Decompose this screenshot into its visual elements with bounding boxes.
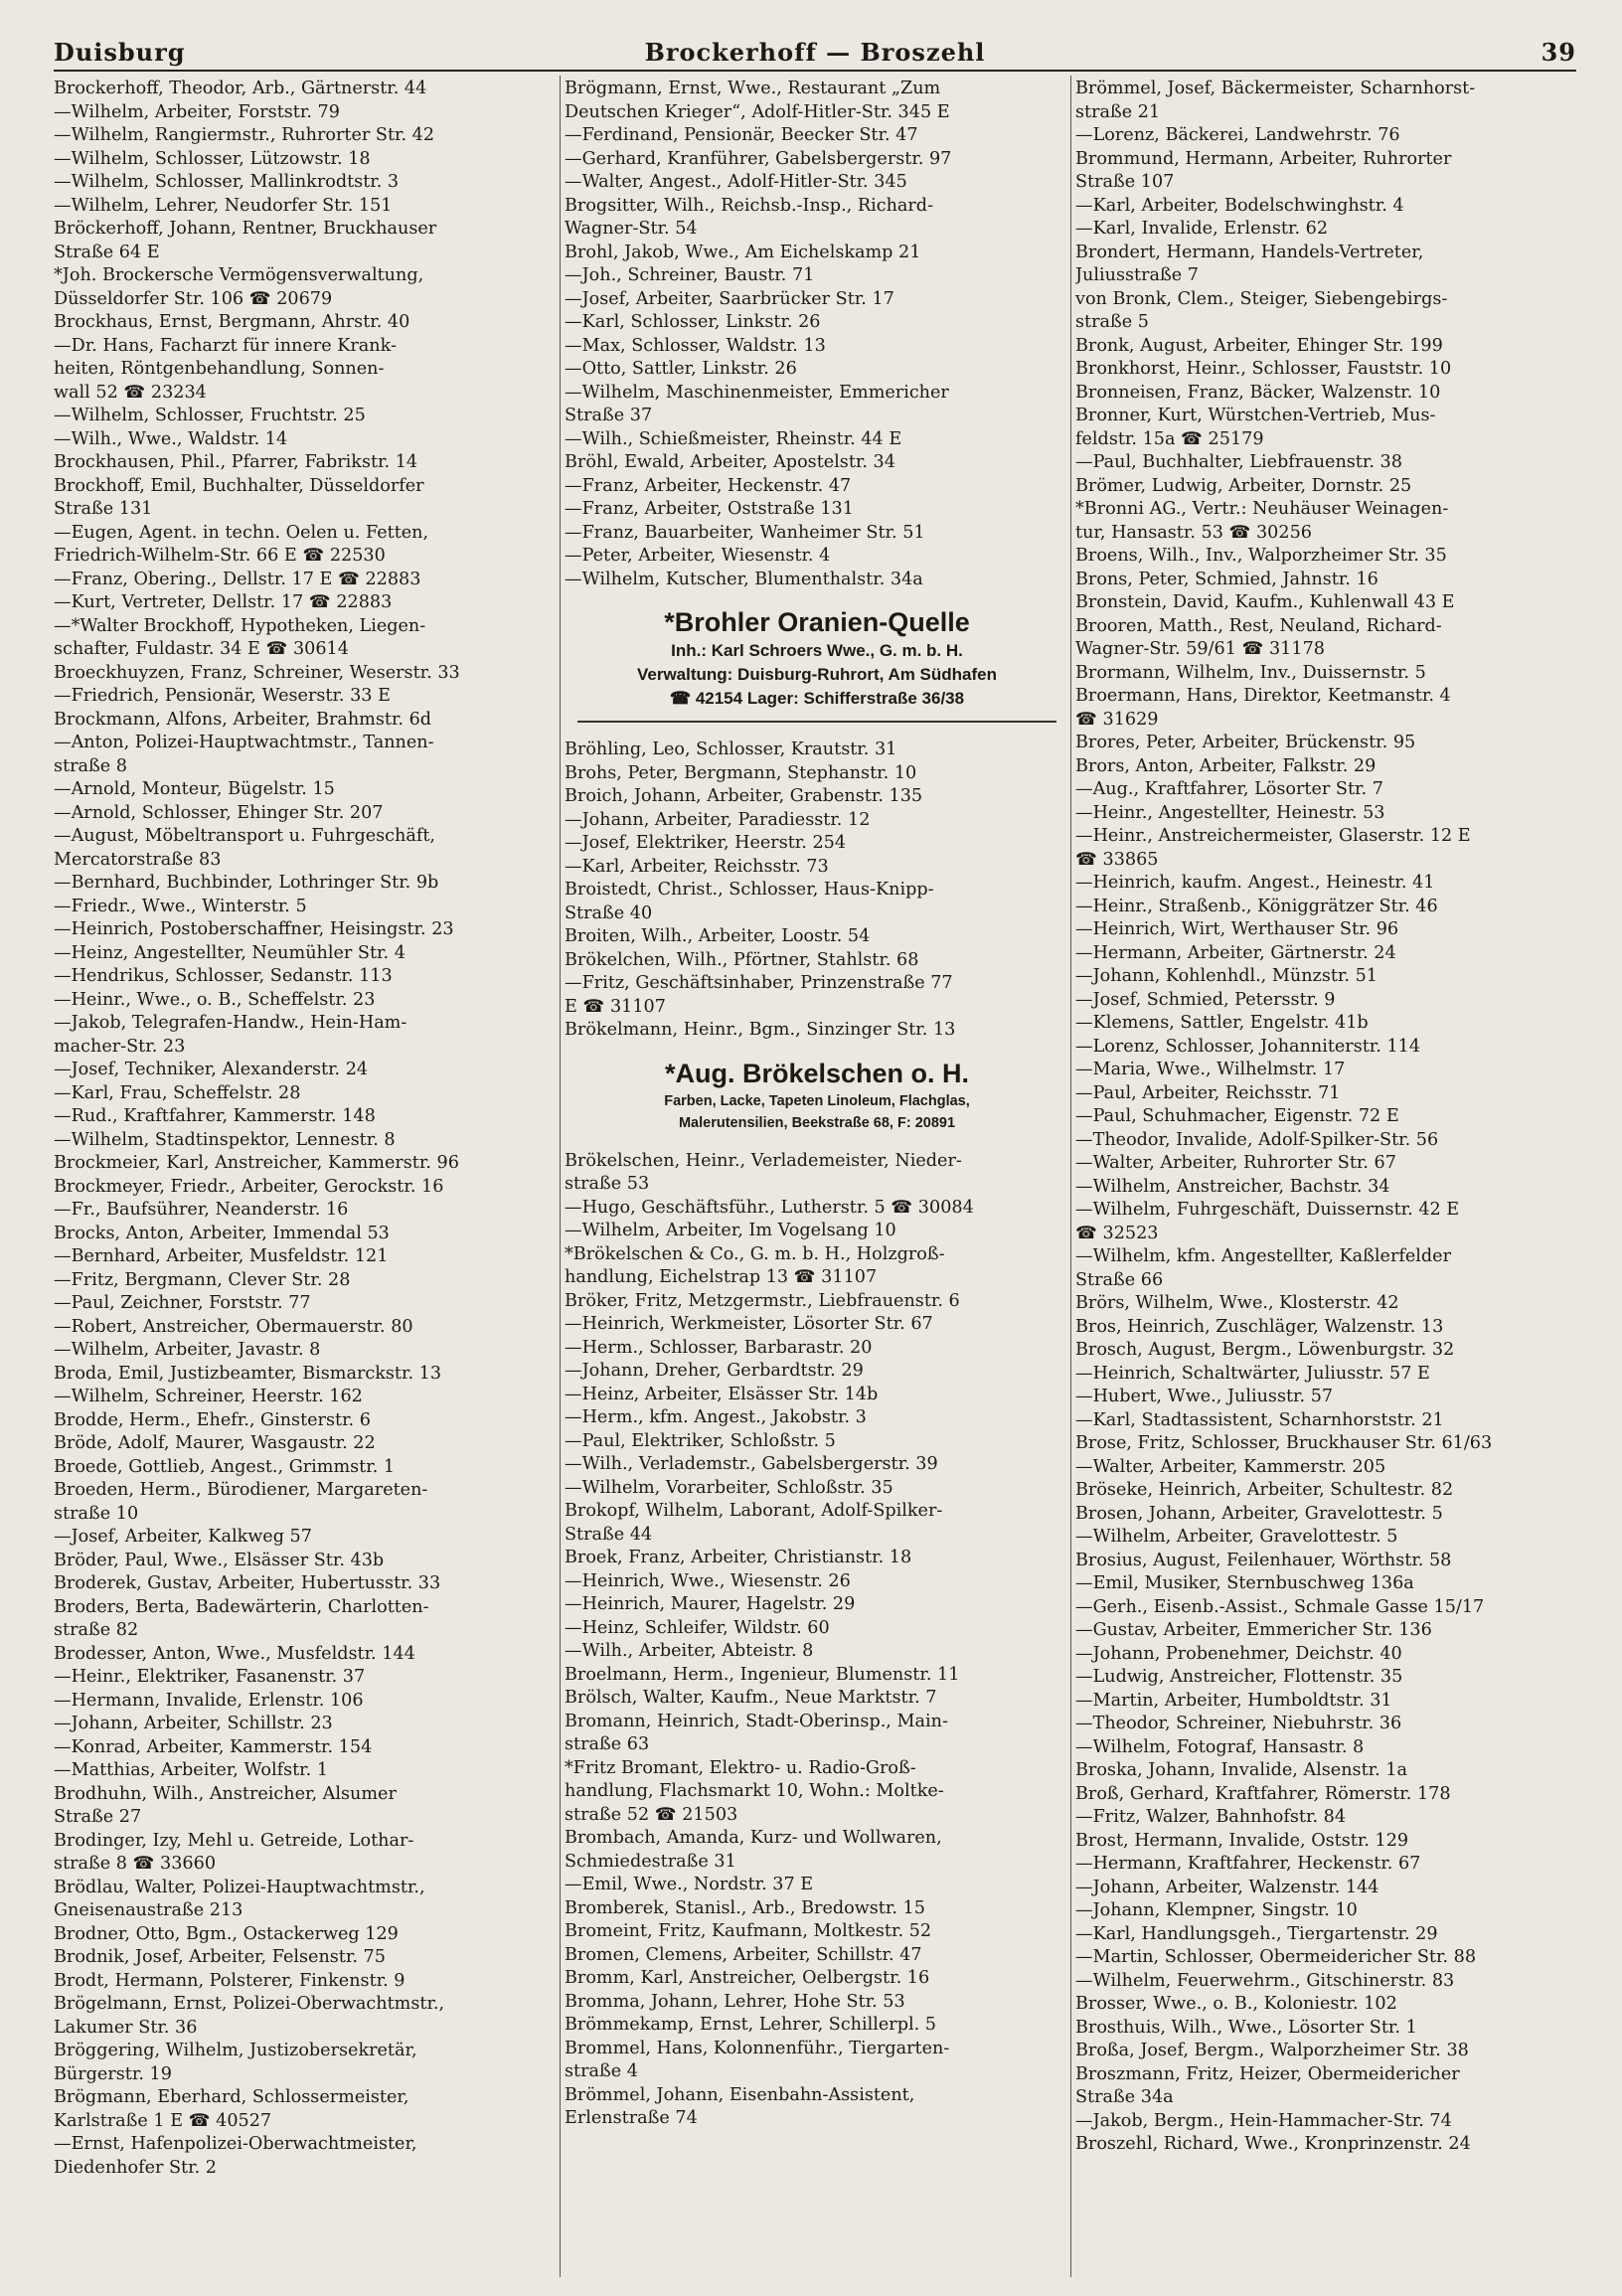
directory-entry: Broska, Johann, Invalide, Alsenstr. 1a bbox=[1075, 1760, 1407, 1780]
directory-entry: —Heinz, Angestellter, Neumühler Str. 4 bbox=[54, 942, 406, 963]
directory-entry: —Heinr., Wwe., o. B., Scheffelstr. 23 bbox=[54, 989, 376, 1010]
directory-entry: Brockmeier, Karl, Anstreicher, Kammerstr. 96 bbox=[54, 1153, 459, 1173]
column-3 bbox=[1075, 78, 1580, 2157]
directory-entry: —Johann, Arbeiter, Schillstr. 23 bbox=[54, 1714, 333, 1733]
ad-line: Farben, Lacke, Tapeten Linoleum, Flachglas, bbox=[664, 1092, 970, 1109]
header-range: Brockerhoff — Broszehl bbox=[644, 38, 986, 67]
directory-entry: Brodnik, Josef, Arbeiter, Felsenstr. 75 bbox=[54, 1947, 386, 1967]
directory-entry: Brors, Anton, Arbeiter, Falkstr. 29 bbox=[1075, 755, 1377, 776]
directory-entry: —Hendrikus, Schlosser, Sedanstr. 113 bbox=[54, 966, 393, 986]
directory-entry: Deutschen Krieger“, Adolf-Hitler-Str. 345 E bbox=[565, 101, 950, 122]
directory-entry: —Gustav, Arbeiter, Emmericher Str. 136 bbox=[1075, 1620, 1432, 1640]
directory-entry: —Max, Schlosser, Waldstr. 13 bbox=[565, 335, 826, 356]
directory-entry: Brombach, Amanda, Kurz- und Wollwaren, bbox=[565, 1828, 942, 1848]
directory-entry: —Maria, Wwe., Wilhelmstr. 17 bbox=[1075, 1060, 1346, 1079]
directory-entry: —Jakob, Telegrafen-Handw., Hein-Ham- bbox=[54, 1013, 407, 1033]
directory-entry: Brose, Fritz, Schlosser, Bruckhauser Str. 61/63 bbox=[1075, 1433, 1493, 1453]
directory-entry: —Wilhelm, Anstreicher, Bachstr. 34 bbox=[1075, 1176, 1390, 1197]
directory-entry: Bröckerhoff, Johann, Rentner, Bruckhauser bbox=[54, 219, 437, 239]
directory-entry: —Karl, Handlungsgeh., Tiergartenstr. 29 bbox=[1075, 1923, 1438, 1944]
directory-entry: —Heinr., Anstreichermeister, Glaserstr. 12 E bbox=[1075, 826, 1471, 846]
directory-entry: —Josef, Techniker, Alexanderstr. 24 bbox=[54, 1060, 369, 1079]
directory-entry: Brömer, Ludwig, Arbeiter, Dornstr. 25 bbox=[1075, 475, 1412, 496]
directory-entry: ☎ 33865 bbox=[1075, 849, 1159, 870]
directory-entry: —Josef, Arbeiter, Saarbrücker Str. 17 bbox=[565, 288, 894, 309]
advertisement-broekelschen bbox=[565, 1057, 1069, 1134]
directory-entry: —Friedrich, Pensionär, Weserstr. 33 E bbox=[54, 686, 391, 706]
directory-entry: —Wilhelm, Arbeiter, Im Vogelsang 10 bbox=[565, 1221, 896, 1240]
directory-entry: —Peter, Arbeiter, Wiesenstr. 4 bbox=[565, 546, 831, 566]
directory-entry: Wagner-Str. 54 bbox=[565, 219, 698, 239]
directory-entry: —Johann, Dreher, Gerbardtstr. 29 bbox=[565, 1361, 864, 1381]
directory-entry: straße 8 bbox=[54, 755, 127, 776]
directory-entry: —Matthias, Arbeiter, Wolfstr. 1 bbox=[54, 1760, 329, 1780]
directory-entry: Bromma, Johann, Lehrer, Hohe Str. 53 bbox=[565, 1991, 905, 2012]
directory-entry: —Klemens, Sattler, Engelstr. 41b bbox=[1075, 1013, 1369, 1033]
directory-entry: —Hugo, Geschäftsführ., Lutherstr. 5 ☎ 30084 bbox=[565, 1197, 974, 1218]
directory-entry: —Paul, Zeichner, Forststr. 77 bbox=[54, 1293, 311, 1313]
directory-entry: Brömmel, Josef, Bäckermeister, Scharnhorst- bbox=[1075, 79, 1476, 98]
directory-entry: *Joh. Brockersche Vermögensverwaltung, bbox=[54, 265, 424, 285]
directory-entry: Bromen, Clemens, Arbeiter, Schillstr. 47 bbox=[565, 1944, 922, 1965]
directory-entry: —Wilh., Arbeiter, Abteistr. 8 bbox=[565, 1641, 814, 1661]
directory-entry: —Heinrich, Maurer, Hagelstr. 29 bbox=[565, 1594, 856, 1614]
directory-entry: —Walter, Angest., Adolf-Hitler-Str. 345 bbox=[565, 172, 907, 192]
directory-entry: von Bronk, Clem., Steiger, Siebengebirgs- bbox=[1075, 288, 1448, 309]
directory-entry: Bröde, Adolf, Maurer, Wasgaustr. 22 bbox=[54, 1433, 376, 1453]
directory-entry: —Eugen, Agent. in techn. Oelen u. Fetten, bbox=[54, 522, 429, 543]
directory-entry: —Lorenz, Schlosser, Johanniterstr. 114 bbox=[1075, 1036, 1421, 1057]
directory-entry: macher-Str. 23 bbox=[54, 1036, 186, 1057]
directory-entry: Brodesser, Anton, Wwe., Musfeldstr. 144 bbox=[54, 1643, 415, 1664]
ad-line: Malerutensilien, Beekstraße 68, F: 20891 bbox=[678, 1114, 956, 1131]
directory-entry: —Emil, Wwe., Nordstr. 37 E bbox=[565, 1875, 814, 1894]
ad-line: Inh.: Karl Schroers Wwe., G. m. b. H. bbox=[671, 641, 963, 660]
directory-entry: —Johann, Arbeiter, Walzenstr. 144 bbox=[1075, 1877, 1379, 1897]
directory-entry: —Wilhelm, Stadtinspektor, Lennestr. 8 bbox=[54, 1129, 396, 1150]
directory-entry: Bromann, Heinrich, Stadt-Oberinsp., Main- bbox=[565, 1711, 948, 1731]
directory-entry: Wagner-Str. 59/61 ☎ 31178 bbox=[1075, 639, 1325, 659]
directory-entry: —Walter, Arbeiter, Ruhrorter Str. 67 bbox=[1075, 1153, 1396, 1173]
column-separator bbox=[1070, 76, 1071, 2277]
page-number: 39 bbox=[1541, 38, 1576, 67]
directory-entry: —Franz, Bauarbeiter, Wanheimer Str. 51 bbox=[565, 522, 925, 543]
directory-entry: Bronstein, David, Kaufm., Kuhlenwall 43 E bbox=[1075, 592, 1455, 612]
directory-entry: Bröker, Fritz, Metzgermstr., Liebfrauenstr. 6 bbox=[565, 1290, 960, 1311]
directory-entry: Brockmann, Alfons, Arbeiter, Brahmstr. 6d bbox=[54, 709, 432, 730]
ad-title: *Brohler Oranien-Quelle bbox=[664, 607, 970, 637]
directory-entry: Brosius, August, Feilenhauer, Wörthstr. 58 bbox=[1075, 1550, 1452, 1570]
directory-entry: —Wilhelm, Arbeiter, Forststr. 79 bbox=[54, 101, 340, 122]
column-1 bbox=[54, 78, 559, 2180]
directory-entry: Broeden, Herm., Bürodiener, Margareten- bbox=[54, 1480, 428, 1500]
directory-entry: —Fritz, Walzer, Bahnhofstr. 84 bbox=[1075, 1807, 1347, 1827]
directory-entry: —Fritz, Geschäftsinhaber, Prinzenstraße 77 bbox=[565, 973, 953, 993]
directory-entry: —Wilhelm, Arbeiter, Javastr. 8 bbox=[54, 1340, 321, 1360]
directory-entry: Brodt, Hermann, Polsterer, Finkenstr. 9 bbox=[54, 1970, 406, 1991]
directory-entry: Düsseldorfer Str. 106 ☎ 20679 bbox=[54, 288, 333, 309]
directory-entry: *Fritz Bromant, Elektro- u. Radio-Groß- bbox=[565, 1757, 916, 1778]
directory-entry: Bromm, Karl, Anstreicher, Oelbergstr. 16 bbox=[565, 1968, 930, 1988]
directory-entry: straße 4 bbox=[565, 2061, 638, 2081]
directory-entry: Bros, Heinrich, Zuschläger, Walzenstr. 13 bbox=[1075, 1316, 1444, 1337]
directory-entry: —Wilhelm, Kutscher, Blumenthalstr. 34a bbox=[565, 569, 923, 589]
directory-entry: Brodinger, Izy, Mehl u. Getreide, Lothar- bbox=[54, 1830, 414, 1851]
directory-entry: —Heinrich, Wwe., Wiesenstr. 26 bbox=[565, 1570, 851, 1591]
directory-entry: —Johann, Kohlenhdl., Münzstr. 51 bbox=[1075, 966, 1378, 986]
ad-line: ☎ 42154 Lager: Schifferstraße 36/38 bbox=[669, 689, 965, 708]
directory-entry: Straße 64 E bbox=[54, 242, 160, 262]
directory-entry: Broede, Gottlieb, Angest., Grimmstr. 1 bbox=[54, 1456, 396, 1477]
directory-entry: —Herm., Schlosser, Barbarastr. 20 bbox=[565, 1337, 873, 1358]
directory-entry: Broich, Johann, Arbeiter, Grabenstr. 135 bbox=[565, 786, 923, 806]
directory-entry: —Johann, Arbeiter, Paradiesstr. 12 bbox=[565, 809, 871, 830]
directory-entry: Brökelchen, Wilh., Pförtner, Stahlstr. 68 bbox=[565, 949, 919, 970]
column-separator bbox=[560, 76, 561, 2277]
directory-entry: —Wilhelm, Schlosser, Fruchtstr. 25 bbox=[54, 406, 366, 425]
directory-entry: Broiten, Wilh., Arbeiter, Loostr. 54 bbox=[565, 926, 871, 946]
directory-entry: —Josef, Schmied, Petersstr. 9 bbox=[1075, 989, 1336, 1010]
directory-entry: Bröseke, Heinrich, Arbeiter, Schultestr. 82 bbox=[1075, 1480, 1454, 1500]
directory-entry: Brores, Peter, Arbeiter, Brückenstr. 95 bbox=[1075, 733, 1416, 752]
directory-entry: Brondert, Hermann, Handels-Vertreter, bbox=[1075, 242, 1424, 262]
directory-entry: —Karl, Arbeiter, Bodelschwinghstr. 4 bbox=[1075, 195, 1404, 216]
directory-entry: —Ferdinand, Pensionär, Beecker Str. 47 bbox=[565, 125, 918, 145]
directory-entry: straße 21 bbox=[1075, 101, 1161, 122]
directory-entry: —Theodor, Schreiner, Niebuhrstr. 36 bbox=[1075, 1714, 1402, 1733]
directory-entry: —Karl, Frau, Scheffelstr. 28 bbox=[54, 1082, 301, 1103]
directory-entry: E ☎ 31107 bbox=[565, 996, 666, 1017]
directory-entry: —Wilhelm, Lehrer, Neudorfer Str. 151 bbox=[54, 195, 393, 216]
directory-entry: Bronk, August, Arbeiter, Ehinger Str. 199 bbox=[1075, 335, 1443, 356]
directory-entry: —Paul, Buchhalter, Liebfrauenstr. 38 bbox=[1075, 452, 1402, 472]
directory-entry: Straße 27 bbox=[54, 1807, 142, 1827]
directory-entry: Broelmann, Herm., Ingenieur, Blumenstr. 11 bbox=[565, 1664, 960, 1685]
directory-entry: —Aug., Kraftfahrer, Lösorter Str. 7 bbox=[1075, 779, 1383, 799]
directory-entry: —Gerh., Eisenb.-Assist., Schmale Gasse 15/17 bbox=[1075, 1596, 1485, 1617]
directory-entry: Brömmekamp, Ernst, Lehrer, Schillerpl. 5 bbox=[565, 2015, 936, 2035]
directory-entry: Straße 37 bbox=[565, 406, 653, 425]
directory-entry: straße 53 bbox=[565, 1174, 650, 1194]
directory-entry: Brohl, Jakob, Wwe., Am Eichelskamp 21 bbox=[565, 242, 921, 262]
directory-entry: —Rud., Kraftfahrer, Kammerstr. 148 bbox=[54, 1106, 376, 1126]
directory-entry: —Wilhelm, Fuhrgeschäft, Duissernstr. 42 E bbox=[1075, 1200, 1460, 1220]
directory-entry: Brooren, Matth., Rest, Neuland, Richard- bbox=[1075, 615, 1442, 636]
directory-entry: Brosser, Wwe., o. B., Koloniestr. 102 bbox=[1075, 1994, 1397, 2014]
directory-entry: —Josef, Arbeiter, Kalkweg 57 bbox=[54, 1527, 312, 1547]
directory-entry: —Wilhelm, Rangiermstr., Ruhrorter Str. 42 bbox=[54, 125, 435, 145]
directory-entry: Straße 40 bbox=[565, 902, 653, 923]
column-2 bbox=[565, 78, 1069, 2131]
directory-entry: Broermann, Hans, Direktor, Keetmanstr. 4 bbox=[1075, 686, 1451, 706]
directory-entry: —Heinrich, Wirt, Werthauser Str. 96 bbox=[1075, 919, 1399, 939]
directory-entry: —Wilhelm, Maschinenmeister, Emmericher bbox=[565, 382, 949, 403]
directory-entry: —Josef, Elektriker, Heerstr. 254 bbox=[565, 833, 847, 853]
directory-entry: —Theodor, Invalide, Adolf-Spilker-Str. 56 bbox=[1075, 1129, 1439, 1150]
directory-entry: Brömmel, Johann, Eisenbahn-Assistent, bbox=[565, 2084, 915, 2105]
directory-entry: —Franz, Arbeiter, Heckenstr. 47 bbox=[565, 475, 852, 496]
directory-entry: Erlenstraße 74 bbox=[565, 2108, 698, 2128]
directory-entry: Brödlau, Walter, Polizei-Hauptwachtmstr., bbox=[54, 1877, 425, 1897]
ad-line: Verwaltung: Duisburg-Ruhrort, Am Südhafen bbox=[636, 665, 998, 684]
directory-entry: —Martin, Schlosser, Obermeiderichеr Str. 88 bbox=[1075, 1947, 1477, 1967]
directory-entry: —Bernhard, Arbeiter, Musfeldstr. 121 bbox=[54, 1246, 389, 1266]
directory-entry: —Bernhard, Buchbinder, Lothringer Str. 9b bbox=[54, 873, 439, 893]
directory-entry: Broß, Gerhard, Kraftfahrer, Römerstr. 178 bbox=[1075, 1783, 1451, 1804]
directory-entry: Brodde, Herm., Ehefr., Ginsterstr. 6 bbox=[54, 1409, 371, 1430]
directory-entry: Schmiedestraße 31 bbox=[565, 1851, 736, 1872]
directory-entry: —Hermann, Arbeiter, Gärtnerstr. 24 bbox=[1075, 942, 1396, 963]
directory-entry: Brockhaus, Ernst, Bergmann, Ahrstr. 40 bbox=[54, 312, 410, 332]
directory-entry: Lakumer Str. 36 bbox=[54, 2017, 198, 2038]
directory-entry: Bröhling, Leo, Schlosser, Krautstr. 31 bbox=[565, 739, 897, 759]
directory-entry: straße 52 ☎ 21503 bbox=[565, 1804, 738, 1825]
header-city: Duisburg bbox=[54, 38, 186, 67]
directory-entry: —Franz, Obering., Dellstr. 17 E ☎ 22883 bbox=[54, 569, 421, 589]
directory-entry: Brokopf, Wilhelm, Laborant, Adolf-Spilker- bbox=[565, 1501, 943, 1521]
directory-entry: Broszmann, Fritz, Heizer, Obermeidericher bbox=[1075, 2063, 1460, 2084]
directory-entry: —Ludwig, Anstreicher, Flottenstr. 35 bbox=[1075, 1667, 1403, 1687]
directory-entry: —Heinr., Angestellter, Heinestr. 53 bbox=[1075, 802, 1385, 823]
directory-entry: Brodner, Otto, Bgm., Ostackerweg 129 bbox=[54, 1923, 399, 1944]
directory-entry: —Heinrich, kaufm. Angest., Heinestr. 41 bbox=[1075, 873, 1435, 893]
directory-entry: Brockhausen, Phil., Pfarrer, Fabrikstr. 14 bbox=[54, 452, 418, 472]
directory-entry: —Karl, Schlosser, Linkstr. 26 bbox=[565, 312, 821, 332]
directory-entry: Broistedt, Christ., Schlosser, Haus-Knipp- bbox=[565, 880, 934, 900]
directory-entry: straße 82 bbox=[54, 1620, 139, 1640]
directory-entry: Broders, Berta, Badewärterin, Charlotten- bbox=[54, 1596, 429, 1617]
directory-entry: schafter, Fuldastr. 34 E ☎ 30614 bbox=[54, 639, 349, 659]
directory-entry: Bronneisen, Franz, Bäcker, Walzenstr. 10 bbox=[1075, 382, 1441, 403]
column-2-entries-top bbox=[565, 78, 1069, 591]
directory-entry: ☎ 31629 bbox=[1075, 709, 1159, 730]
directory-entry: Bröhl, Ewald, Arbeiter, Apostelstr. 34 bbox=[565, 452, 895, 472]
directory-entry: Bronkhorst, Heinr., Schlosser, Fauststr. 10 bbox=[1075, 359, 1452, 379]
directory-entry: —Wilhelm, Schlosser, Lützowstr. 18 bbox=[54, 148, 371, 169]
directory-entry: Bröder, Paul, Wwe., Elsässer Str. 43b bbox=[54, 1550, 385, 1570]
header-rule bbox=[54, 70, 1576, 72]
directory-entry: —Heinrich, Schaltwärter, Juliusstr. 57 E bbox=[1075, 1363, 1430, 1384]
directory-entry: —Jakob, Bergm., Hein-Hammacher-Str. 74 bbox=[1075, 2110, 1452, 2131]
directory-entry: Brökelmann, Heinr., Bgm., Sinzinger Str. 13 bbox=[565, 1020, 956, 1040]
directory-entry: Mercatorstraße 83 bbox=[54, 849, 222, 870]
directory-entry: Karlstraße 1 E ☎ 40527 bbox=[54, 2110, 272, 2131]
directory-entry: Broszehl, Richard, Wwe., Kronprinzenstr. 24 bbox=[1075, 2134, 1471, 2154]
column-2-entries-bottom bbox=[565, 1150, 1069, 2131]
directory-entry: straße 63 bbox=[565, 1734, 650, 1754]
directory-entry: Brommund, Hermann, Arbeiter, Ruhrorter bbox=[1075, 148, 1452, 169]
directory-entry: Brormann, Wilhelm, Inv., Duissernstr. 5 bbox=[1075, 662, 1426, 683]
directory-entry: —Paul, Arbeiter, Reichsstr. 71 bbox=[1075, 1082, 1341, 1103]
directory-entry: —Konrad, Arbeiter, Kammerstr. 154 bbox=[54, 1736, 373, 1757]
directory-entry: —Johann, Probenehmer, Deichstr. 40 bbox=[1075, 1643, 1402, 1664]
directory-entry: —Karl, Arbeiter, Reichsstr. 73 bbox=[565, 856, 829, 877]
directory-entry: —Wilhelm, Arbeiter, Gravelottestr. 5 bbox=[1075, 1527, 1398, 1547]
directory-entry: —Wilh., Wwe., Waldstr. 14 bbox=[54, 428, 288, 449]
directory-entry: Bröggering, Wilhelm, Justizobersekretär, bbox=[54, 2041, 417, 2060]
directory-entry: —Karl, Invalide, Erlenstr. 62 bbox=[1075, 219, 1329, 239]
directory-entry: —Anton, Polizei-Hauptwachtmstr., Tannen- bbox=[54, 733, 434, 752]
directory-entry: Broek, Franz, Arbeiter, Christianstr. 18 bbox=[565, 1548, 912, 1567]
directory-entry: tur, Hansastr. 53 ☎ 30256 bbox=[1075, 522, 1312, 543]
directory-entry: Brocks, Anton, Arbeiter, Immendal 53 bbox=[54, 1223, 390, 1243]
directory-entry: —Emil, Musiker, Sternbuschweg 136a bbox=[1075, 1573, 1414, 1593]
directory-entry: Brodhuhn, Wilh., Anstreicher, Alsumer bbox=[54, 1783, 397, 1804]
directory-entry: feldstr. 15a ☎ 25179 bbox=[1075, 428, 1264, 449]
directory-entry: —Hermann, Invalide, Erlenstr. 106 bbox=[54, 1690, 364, 1711]
directory-entry: —Heinrich, Postoberschaffner, Heisingstr. 23 bbox=[54, 919, 454, 939]
page-header bbox=[54, 38, 1576, 72]
directory-entry: *Bronni AG., Vertr.: Neuhäuser Weinagen- bbox=[1075, 499, 1449, 519]
directory-entry: handlung, Eichelstrap 13 ☎ 31107 bbox=[565, 1267, 878, 1287]
directory-entry: Brosen, Johann, Arbeiter, Gravelottestr. 5 bbox=[1075, 1503, 1443, 1524]
directory-entry: —Fritz, Bergmann, Clever Str. 28 bbox=[54, 1269, 351, 1290]
directory-entry: Brost, Hermann, Invalide, Oststr. 129 bbox=[1075, 1830, 1409, 1851]
directory-entry: —Paul, Elektriker, Schloßstr. 5 bbox=[565, 1430, 836, 1451]
directory-entry: —Otto, Sattler, Linkstr. 26 bbox=[565, 359, 797, 379]
directory-entry: Straße 66 bbox=[1075, 1269, 1164, 1290]
directory-entry: Bromeint, Fritz, Kaufmann, Moltkestr. 52 bbox=[565, 1921, 932, 1941]
directory-entry: —Franz, Arbeiter, Oststraße 131 bbox=[565, 499, 854, 519]
directory-entry: —Hubert, Wwe., Juliusstr. 57 bbox=[1075, 1387, 1334, 1406]
directory-entry: Brosch, August, Bergm., Löwenburgstr. 32 bbox=[1075, 1340, 1455, 1360]
directory-entry: —Robert, Anstreicher, Obermauerstr. 80 bbox=[54, 1316, 413, 1337]
directory-entry: —Joh., Schreiner, Baustr. 71 bbox=[565, 265, 815, 285]
directory-entry: Brörs, Wilhelm, Wwe., Klosterstr. 42 bbox=[1075, 1293, 1399, 1313]
directory-entry: Broens, Wilh., Inv., Walporzheimer Str. 35 bbox=[1075, 546, 1447, 566]
directory-entry: Broda, Emil, Justizbeamter, Bismarckstr. 13 bbox=[54, 1363, 442, 1384]
directory-entry: —Heinr., Straßenb., Königgrätzer Str. 46 bbox=[1075, 896, 1438, 916]
directory-entry: —Friedr., Wwe., Winterstr. 5 bbox=[54, 896, 307, 916]
directory-entry: —August, Möbeltransport u. Fuhrgeschäft, bbox=[54, 826, 436, 846]
directory-entry: —Kurt, Vertreter, Dellstr. 17 ☎ 22883 bbox=[54, 592, 393, 612]
ad-divider bbox=[577, 721, 1057, 723]
directory-entry: —Heinz, Arbeiter, Elsässer Str. 14b bbox=[565, 1384, 879, 1404]
directory-entry: ☎ 32523 bbox=[1075, 1223, 1159, 1243]
directory-entry: Broderek, Gustav, Arbeiter, Hubertusstr. 33 bbox=[54, 1573, 441, 1593]
directory-entry: straße 10 bbox=[54, 1503, 139, 1524]
directory-entry: Straße 44 bbox=[565, 1524, 653, 1545]
directory-entry: —Heinr., Elektriker, Fasanenstr. 37 bbox=[54, 1667, 366, 1687]
directory-entry: —Arnold, Monteur, Bügelstr. 15 bbox=[54, 779, 335, 799]
directory-entry: —Ernst, Hafenpolizei-Oberwachtmeister, bbox=[54, 2134, 417, 2154]
directory-entry: —Walter, Arbeiter, Kammerstr. 205 bbox=[1075, 1456, 1386, 1477]
directory-entry: —Fr., Baufsührer, Neanderstr. 16 bbox=[54, 1200, 349, 1220]
directory-entry: —Wilhelm, Fotograf, Hansastr. 8 bbox=[1075, 1736, 1365, 1757]
directory-entry: —Wilh., Schießmeister, Rheinstr. 44 E bbox=[565, 428, 902, 449]
directory-entry: Straße 131 bbox=[54, 499, 153, 519]
directory-entry: Brockhoff, Emil, Buchhalter, Düsseldorfer bbox=[54, 475, 424, 496]
directory-entry: —Heinz, Schleifer, Wildstr. 60 bbox=[565, 1617, 830, 1638]
directory-entry: Bromberek, Stanisl., Arb., Bredowstr. 15 bbox=[565, 1897, 925, 1918]
directory-entry: Broßa, Josef, Bergm., Walporzheimer Str. 38 bbox=[1075, 2041, 1469, 2060]
directory-entry: Brohs, Peter, Bergmann, Stephanstr. 10 bbox=[565, 762, 917, 783]
directory-entry: Brölsch, Walter, Kaufm., Neue Marktstr. 7 bbox=[565, 1688, 937, 1708]
directory-entry: Brommel, Hans, Kolonnenführ., Tiergarten- bbox=[565, 2038, 950, 2058]
directory-entry: Brögmann, Ernst, Wwe., Restaurant „Zum bbox=[565, 79, 941, 98]
directory-entry: Friedrich-Wilhelm-Str. 66 E ☎ 22530 bbox=[54, 546, 386, 566]
directory-entry: Broeckhuyzen, Franz, Schreiner, Weserstr. 33 bbox=[54, 662, 460, 683]
directory-entry: Brons, Peter, Schmied, Jahnstr. 16 bbox=[1075, 569, 1379, 589]
directory-entry: —Karl, Stadtassistent, Scharnhorststr. 21 bbox=[1075, 1409, 1444, 1430]
directory-entry: Brökelschen, Heinr., Verlademeister, Nieder- bbox=[565, 1150, 962, 1171]
directory-entry: —Wilhelm, Schlosser, Mallinkrodtstr. 3 bbox=[54, 172, 400, 192]
directory-entry: —Gerhard, Kranführer, Gabelsbergerstr. 97 bbox=[565, 148, 952, 169]
ad-title: *Aug. Brökelschen o. H. bbox=[664, 1058, 970, 1088]
column-2-entries-middle bbox=[565, 738, 1069, 1043]
directory-entry: —Paul, Schuhmacher, Eigenstr. 72 E bbox=[1075, 1106, 1399, 1126]
directory-entry: —Herm., kfm. Angest., Jakobstr. 3 bbox=[565, 1407, 867, 1427]
directory-entry: Brögelmann, Ernst, Polizei-Oberwachtmstr., bbox=[54, 1994, 445, 2014]
directory-entry: Straße 107 bbox=[1075, 172, 1175, 192]
directory-entry: Brockerhoff, Theodor, Arb., Gärtnerstr. 44 bbox=[54, 79, 427, 98]
directory-entry: Bronner, Kurt, Würstchen-Vertrieb, Mus- bbox=[1075, 406, 1436, 425]
directory-entry: heiten, Röntgenbehandlung, Sonnen- bbox=[54, 359, 385, 379]
directory-entry: —Wilhelm, Vorarbeiter, Schloßstr. 35 bbox=[565, 1477, 893, 1498]
directory-entry: —Wilhelm, Feuerwehrm., Gitschinerstr. 83 bbox=[1075, 1970, 1455, 1991]
directory-entry: —Wilh., Verlademstr., Gabelsbergerstr. 39 bbox=[565, 1454, 938, 1474]
directory-entry: Brosthuis, Wilh., Wwe., Lösorter Str. 1 bbox=[1075, 2017, 1417, 2038]
directory-entry: straße 8 ☎ 33660 bbox=[54, 1854, 217, 1874]
directory-entry: —Dr. Hans, Facharzt für innere Krank- bbox=[54, 335, 397, 356]
directory-entry: —Hermann, Kraftfahrer, Heckenstr. 67 bbox=[1075, 1854, 1421, 1874]
directory-entry: —*Walter Brockhoff, Hypotheken, Liegen- bbox=[54, 615, 426, 636]
directory-entry: Straße 34a bbox=[1075, 2087, 1174, 2107]
directory-entry: Diedenhofer Str. 2 bbox=[54, 2157, 217, 2178]
directory-entry: handlung, Flachsmarkt 10, Wohn.: Moltke- bbox=[565, 1781, 944, 1801]
directory-entry: —Martin, Arbeiter, Humboldtstr. 31 bbox=[1075, 1690, 1392, 1711]
directory-entry: straße 5 bbox=[1075, 312, 1149, 332]
directory-entry: —Arnold, Schlosser, Ehinger Str. 207 bbox=[54, 802, 384, 823]
directory-entry: —Wilhelm, Schreiner, Heerstr. 162 bbox=[54, 1387, 363, 1406]
directory-entry: —Wilhelm, kfm. Angestellter, Kaßlerfelder bbox=[1075, 1246, 1451, 1266]
directory-entry: Gneisenaustraße 213 bbox=[54, 1900, 243, 1920]
advertisement-brohler bbox=[565, 605, 1069, 723]
directory-entry: —Lorenz, Bäckerei, Landwehrstr. 76 bbox=[1075, 125, 1400, 145]
directory-entry: Brockmeyer, Friedr., Arbeiter, Gerockstr. 16 bbox=[54, 1176, 444, 1197]
directory-entry: —Johann, Klempner, Singstr. 10 bbox=[1075, 1900, 1358, 1920]
directory-entry: —Heinrich, Werkmeister, Lösorter Str. 67 bbox=[565, 1314, 933, 1334]
directory-entry: Bürgerstr. 19 bbox=[54, 2063, 172, 2084]
directory-entry: Brogsitter, Wilh., Reichsb.-Insp., Richard- bbox=[565, 195, 934, 216]
directory-entry: Juliusstraße 7 bbox=[1075, 265, 1199, 285]
directory-entry: wall 52 ☎ 23234 bbox=[54, 382, 207, 403]
directory-entry: Brögmann, Eberhard, Schlossermeister, bbox=[54, 2087, 409, 2107]
directory-entry: *Brökelschen & Co., G. m. b. H., Holzgroß- bbox=[565, 1243, 945, 1264]
